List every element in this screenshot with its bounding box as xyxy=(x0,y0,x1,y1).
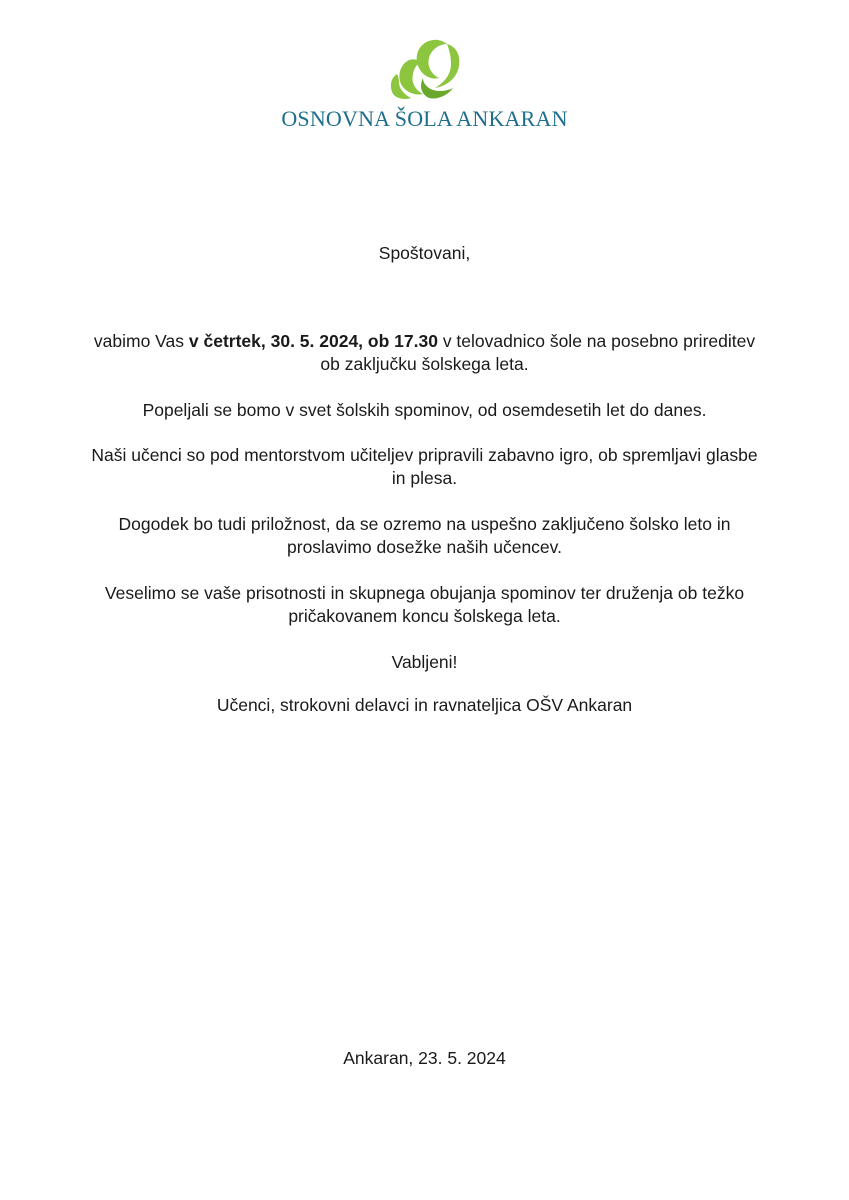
place-date: Ankaran, 23. 5. 2024 xyxy=(343,1048,506,1068)
greeting: Spoštovani, xyxy=(378,243,471,263)
closing-paragraph: Veselimo se vaše prisotnosti in skupnega obujanja spominov ter druženja ob težko pričakovanem koncu šolskega leta. xyxy=(104,583,745,626)
signature: Učenci, strokovni delavci in ravnateljica OŠV Ankaran xyxy=(216,695,633,715)
achievements-paragraph: Dogodek bo tudi priložnost, da se ozremo na uspešno zaključeno šolsko leto in proslavimo dosežke naših učencev. xyxy=(118,514,731,557)
welcome-line: Vabljeni! xyxy=(391,652,458,672)
event-date-time: v četrtek, 30. 5. 2024, ob 17.30 xyxy=(188,331,438,351)
school-logo-icon xyxy=(389,38,465,100)
school-name: OSNOVNA ŠOLA ANKARAN xyxy=(281,106,568,131)
invitation-text-start: vabimo Vas xyxy=(93,331,189,351)
invitation-text-end: v telovadnico šole na posebno prireditev ob zaključku šolskega leta. xyxy=(320,331,756,374)
performance-paragraph: Naši učenci so pod mentorstvom učiteljev pripravili zabavno igro, ob spremljavi glasbe in plesa. xyxy=(91,445,758,488)
memories-paragraph: Popeljali se bomo v svet šolskih spominov, od osemdesetih let do danes. xyxy=(142,400,707,420)
invitation-paragraph xyxy=(90,330,759,376)
